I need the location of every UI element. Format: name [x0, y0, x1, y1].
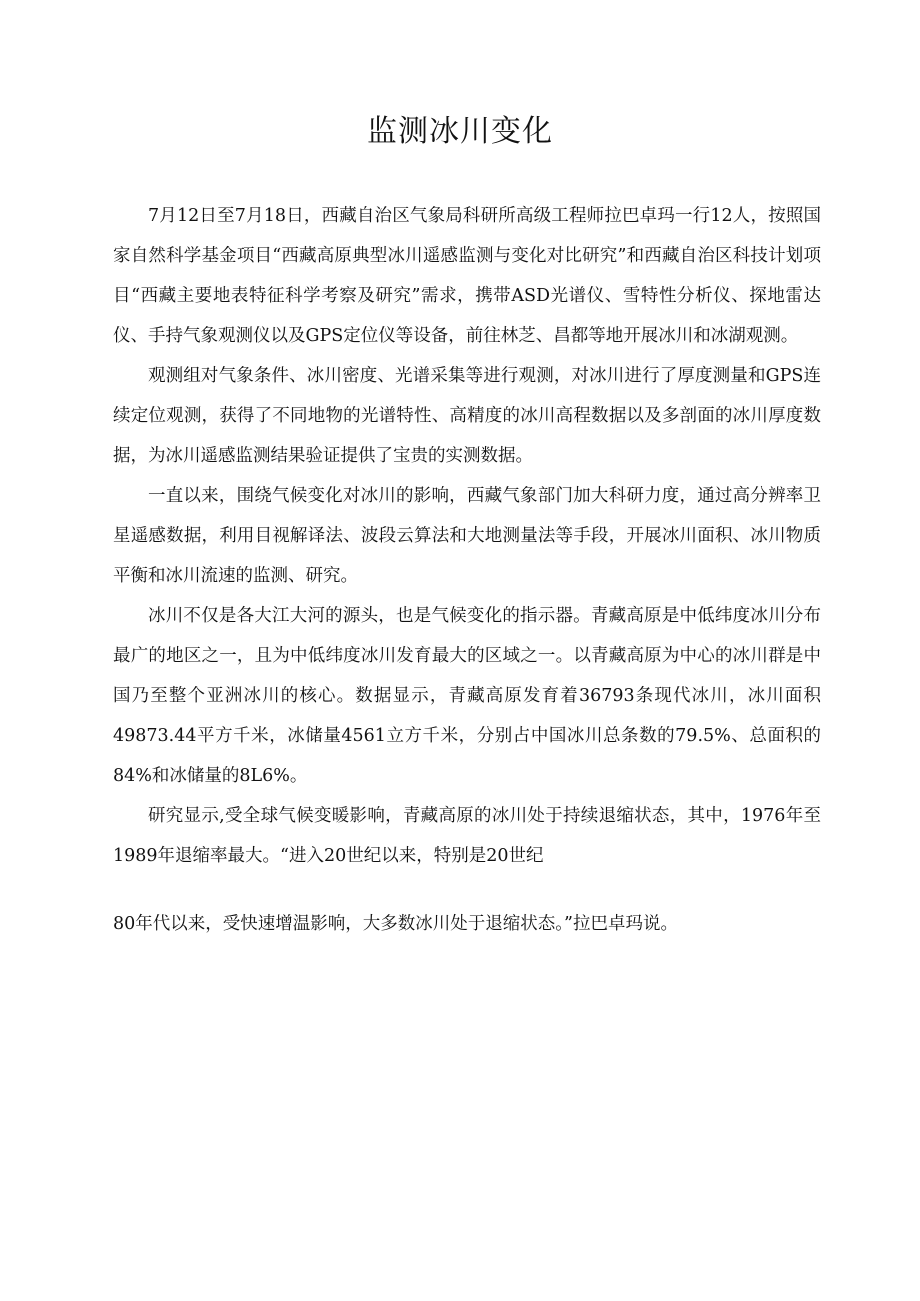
- document-body: [113, 196, 821, 944]
- paragraph-research-efforts: 一直以来，围绕气候变化对冰川的影响，西藏气象部门加大科研力度，通过高分辨率卫星遥感数据，利用目视解译法、波段云算法和大地测量法等手段，开展冰川面积、冰川物质平衡和冰川流速的监测、研究。: [113, 486, 821, 586]
- paragraph-observation-results: 观测组对气象条件、冰川密度、光谱采集等进行观测，对冰川进行了厚度测量和GPS连续定位观测，获得了不同地物的光谱特性、高精度的冰川高程数据以及多剖面的冰川厚度数据，为冰川遥感监测结果验证提供了宝贵的实测数据。: [113, 366, 821, 466]
- paragraph-glacier-retreat-continued: 80年代以来，受快速增温影响，大多数冰川处于退缩状态。”拉巴卓玛说。: [113, 914, 678, 934]
- paragraph-glacier-statistics: 冰川不仅是各大江大河的源头，也是气候变化的指示器。青藏高原是中低纬度冰川分布最广的地区之一，且为中低纬度冰川发育最大的区域之一。以青藏高原为中心的冰川群是中国乃至整个亚洲冰川的核心。数据显示，青藏高原发育着36793条现代冰川，冰川面积49873.44平方千米，冰储量4561立方千米，分别占中国冰川总条数的79.5%、总面积的84%和冰储量的8L6%。: [113, 606, 821, 786]
- paragraph-glacier-retreat: 研究显示,受全球气候变暖影响，青藏高原的冰川处于持续退缩状态，其中，1976年至1989年退缩率最大。“进入20世纪以来，特别是20世纪: [113, 806, 821, 866]
- document-title: 监测冰川变化: [367, 114, 553, 149]
- paragraph-observation-trip: 7月12日至7月18日，西藏自治区气象局科研所高级工程师拉巴卓玛一行12人，按照国家自然科学基金项目“西藏高原典型冰川遥感监测与变化对比研究”和西藏自治区科技计划项目“西藏主要地表特征科学考察及研究”需求，携带ASD光谱仪、雪特性分析仪、探地雷达仪、手持气象观测仪以及GPS定位仪等设备，前往林芝、昌都等地开展冰川和冰湖观测。: [113, 206, 821, 346]
